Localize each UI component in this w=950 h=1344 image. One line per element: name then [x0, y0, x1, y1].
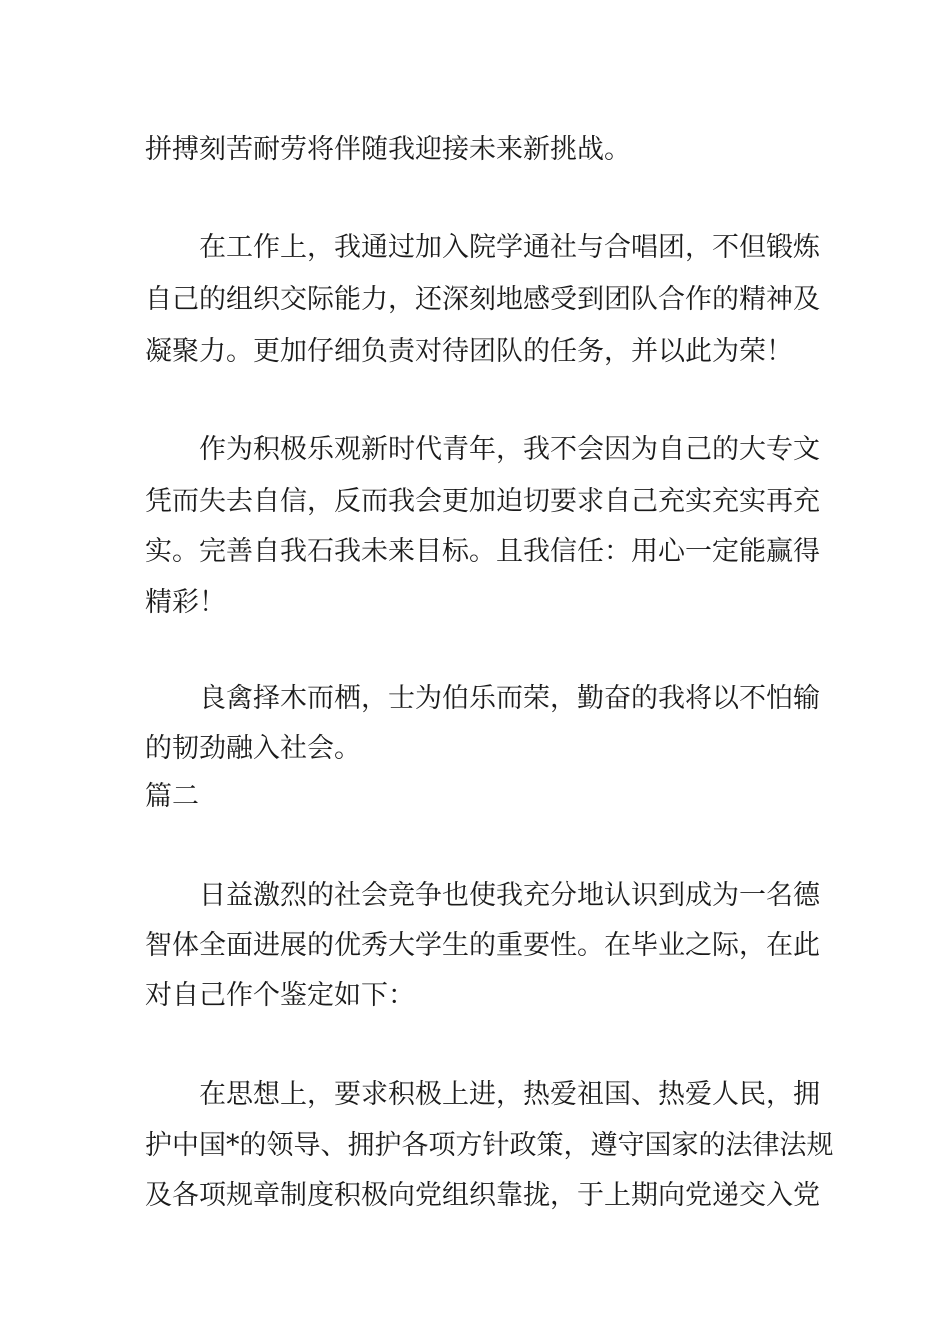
paragraph-line: 在思想上，要求积极上进，热爱祖国、热爱人民，拥: [199, 1079, 820, 1110]
paragraph-line: 在工作上，我通过加入院学通社与合唱团，不但锻炼: [199, 232, 820, 263]
paragraph-line: 拼搏刻苦耐劳将伴随我迎接未来新挑战。: [145, 134, 631, 165]
paragraph-line: 智体全面进展的优秀大学生的重要性。在毕业之际，在此: [145, 930, 820, 961]
paragraph-line: 及各项规章制度积极向党组织靠拢，于上期向党递交入党: [145, 1180, 820, 1211]
paragraph-line: 作为积极乐观新时代青年，我不会因为自己的大专文: [199, 434, 820, 465]
paragraph-line: 护中国*的领导、拥护各项方针政策，遵守国家的法律法规: [145, 1130, 834, 1161]
section-heading: 篇二: [145, 781, 199, 812]
paragraph-line: 的韧劲融入社会。: [145, 733, 361, 764]
paragraph-line: 日益激烈的社会竞争也使我充分地认识到成为一名德: [199, 880, 820, 911]
paragraph-line: 对自己作个鉴定如下：: [145, 980, 415, 1011]
paragraph-line: 凭而失去自信，反而我会更加迫切要求自己充实充实再充: [145, 486, 820, 517]
paragraph-line: 凝聚力。更加仔细负责对待团队的任务，并以此为荣！: [145, 336, 793, 367]
paragraph-line: 良禽择木而栖，士为伯乐而荣，勤奋的我将以不怕输: [199, 683, 820, 714]
paragraph-line: 精彩！: [145, 587, 226, 618]
paragraph-line: 自己的组织交际能力，还深刻地感受到团队合作的精神及: [145, 284, 820, 315]
paragraph-line: 实。完善自我石我未来目标。且我信任：用心一定能赢得: [145, 536, 820, 567]
